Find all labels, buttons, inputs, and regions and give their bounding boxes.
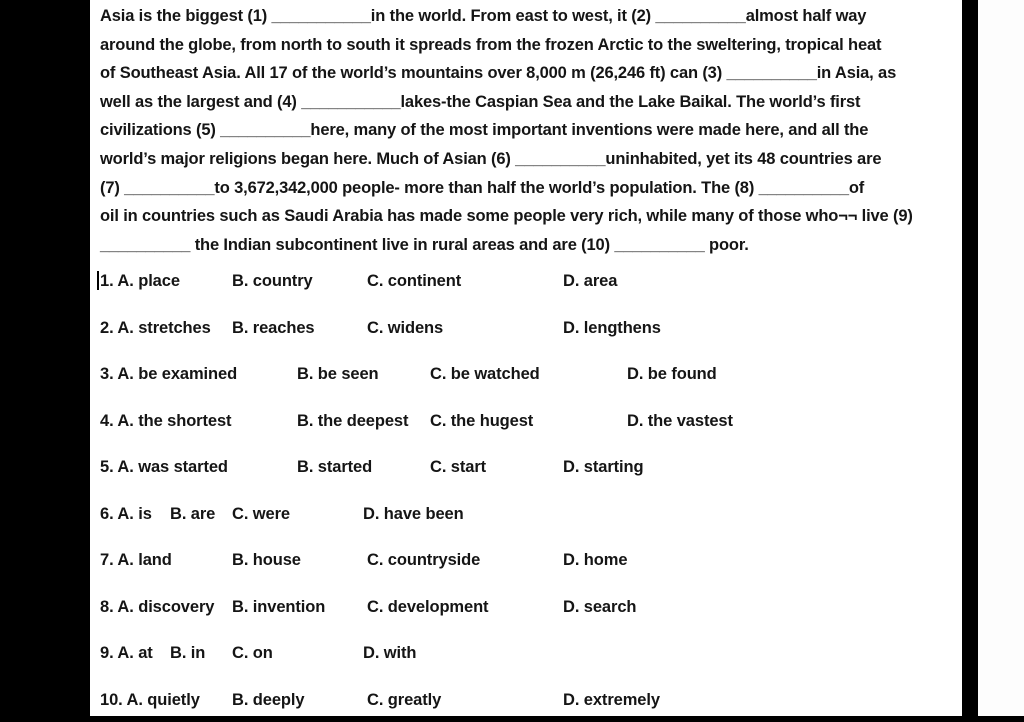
passage-line: civilizations (5) __________here, many of the most important inventions were made here, and all the: [100, 121, 869, 140]
passage: [100, 2, 962, 259]
question-option: B. the deepest: [297, 411, 409, 430]
passage-line: Asia is the biggest (1) ___________in the world. From east to west, it (2) __________almost half way: [100, 7, 867, 25]
question-option: 5. A. was started: [100, 458, 228, 477]
passage-line: oil in countries such as Saudi Arabia has made some people very rich, while many of those who¬¬ live (9): [100, 207, 913, 226]
question-option: B. house: [232, 551, 301, 570]
question-option: B. deeply: [232, 690, 305, 709]
question-option: B. invention: [232, 597, 326, 616]
page-gutter: [962, 0, 978, 722]
question-option: C. on: [232, 644, 273, 663]
question-option: 9. A. at: [100, 644, 153, 663]
question-option: D. lengthens: [563, 318, 661, 337]
question-option: D. the vastest: [627, 411, 733, 430]
question-option: B. reaches: [232, 318, 315, 337]
passage-line: well as the largest and (4) ___________lakes-the Caspian Sea and the Lake Baikal. The world’s first: [100, 92, 861, 111]
question-option: D. area: [563, 272, 618, 291]
document-page[interactable]: [90, 0, 962, 716]
question-list: [100, 271, 962, 716]
question-option: D. search: [563, 597, 637, 616]
question-option: 1. A. place: [100, 272, 180, 291]
question-row-7: [100, 550, 962, 597]
question-row-9: [100, 643, 962, 690]
question-option: B. started: [297, 458, 373, 477]
passage-line: (7) __________to 3,672,342,000 people- more than half the world’s population. The (8) __________of: [100, 178, 865, 197]
question-option: D. with: [363, 644, 417, 663]
question-option: C. be watched: [430, 365, 540, 384]
question-option: 7. A. land: [100, 551, 172, 570]
question-option: B. be seen: [297, 365, 379, 384]
question-option: 3. A. be examined: [100, 365, 238, 384]
question-option: D. have been: [363, 504, 464, 523]
question-option: C. greatly: [367, 690, 442, 709]
question-row-4: [100, 411, 962, 458]
text-cursor: [97, 271, 99, 290]
question-option: C. continent: [367, 272, 462, 291]
passage-line: around the globe, from north to south it spreads from the frozen Arctic to the sweltering, tropical heat: [100, 35, 882, 54]
question-option: C. widens: [367, 318, 444, 337]
adjacent-page-edge: [978, 0, 1024, 716]
question-option: B. country: [232, 272, 313, 291]
question-row-5: [100, 457, 962, 504]
question-option: D. extremely: [563, 690, 660, 709]
question-option: 8. A. discovery: [100, 597, 215, 616]
question-option: 2. A. stretches: [100, 318, 211, 337]
question-option: C. the hugest: [430, 411, 534, 430]
question-option: C. development: [367, 597, 489, 616]
question-option: C. start: [430, 458, 487, 477]
question-option: B. in: [170, 644, 206, 663]
question-row-6: [100, 504, 962, 551]
question-option: 6. A. is: [100, 504, 152, 523]
question-option: D. home: [563, 551, 628, 570]
passage-line: world’s major religions began here. Much of Asian (6) __________uninhabited, yet its 48 countries are: [100, 149, 882, 168]
question-row-1: [100, 271, 962, 318]
question-row-10: [100, 690, 962, 716]
question-row-8: [100, 597, 962, 644]
passage-line: of Southeast Asia. All 17 of the world’s mountains over 8,000 m (26,246 ft) can (3) __________in Asia, as: [100, 64, 897, 83]
question-option: 4. A. the shortest: [100, 411, 232, 430]
question-row-2: [100, 318, 962, 365]
question-option: 10. A. quietly: [100, 690, 200, 709]
question-option: C. were: [232, 504, 290, 523]
question-option: D. starting: [563, 458, 644, 477]
question-option: D. be found: [627, 365, 717, 384]
question-option: B. are: [170, 504, 216, 523]
question-row-3: [100, 364, 962, 411]
passage-line: __________ the Indian subcontinent live in rural areas and are (10) __________ poor.: [100, 235, 749, 254]
question-option: C. countryside: [367, 551, 481, 570]
